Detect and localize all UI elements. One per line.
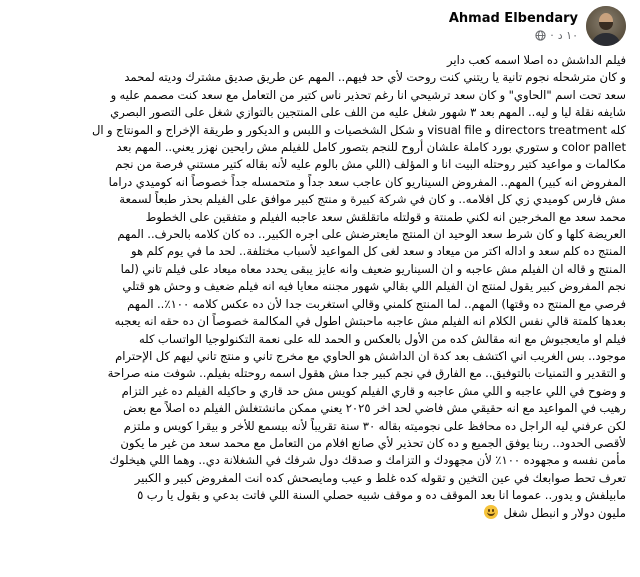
post-line: المنتج ده كلم سعد و اداله اكتر من ميعاد و سعد لغى كل المواعيد لأسباب مختلفة.. لحد ما في يوم كلم هو bbox=[131, 244, 626, 259]
post-line: مابيلفش و يدور.. عموما انا بعد الموقف ده و موقف شبيه حصلي السنة اللي فاتت بدعي و بقول يا رب ٥ bbox=[137, 488, 626, 503]
post-line: العريضة كلها و كان شرط سعد الوحيد ان المنتج مايعترضش على اجره الكبير.. ده كان كلامه بالحرف.. المهم bbox=[117, 227, 626, 242]
globe-icon[interactable] bbox=[535, 30, 546, 41]
author-name[interactable]: Ahmad Elbendary bbox=[448, 10, 578, 26]
post-line: و وضوح في اللي عاجبه و اللي مش عاجبه و قاري الفيلم كويس مش حد قاري و حاكيله الفيلم ده غير التزام bbox=[121, 383, 626, 398]
post-line: المفروض انه كبير) المهم.. المفروض السيناريو كان عاجب سعد جداً و متحمسله جداً خصوصاً انه كوميدي دراما bbox=[108, 174, 626, 189]
post-line: مكالمات و مواعيد كتير روحتله البيت انا و المؤلف (اللي مش بالوم عليه لأنه بقاله كتير مستني فرصة من نجم bbox=[115, 157, 626, 172]
post-line: color pallet و ستوري بورد كاملة علشان أروح للنجم بتصور كامل للفيلم مش رايحين نهزر يعني.. المهم بعد bbox=[116, 140, 626, 155]
post-header bbox=[449, 6, 626, 46]
post-line: سعد تحت اسم "الحاوي" و كان سعد ترشيحي انا رغم تحذير ناس كتير من التعامل مع سعد كنت مصمم عليه و bbox=[110, 87, 626, 102]
post-line: لأقصى الحدود.. ربنا يوفق الجميع و ده كان تحذير لأي صانع افلام من التعامل مع محمد سعد من غير ما يكون bbox=[120, 435, 626, 450]
post-meta bbox=[449, 11, 578, 42]
post-line: شايفه نقلة ليا و ليه.. المهم بعد ٣ شهور شغل عليه من اللف على المنتجين بالتوازي شغل على التصور البصري bbox=[110, 105, 626, 120]
post-line: المنتج و قاله ان الفيلم مش عاجبه و ان السيناريو ضعيف وانه عايز يبقى يحدد معاه ميعاد على فيلم تاني (لما bbox=[120, 261, 626, 276]
post-line: محمد سعد مع المخرجين انه لكني طمنتة و قولتله ماتقلقش سعد عاجبه الفيلم و متفقين على الخطوط bbox=[145, 209, 626, 224]
post-body bbox=[10, 52, 626, 522]
post-line: و التقدير و التمنيات بالتوفيق.. مع الفارق في نجم كبير جدا مش هقول اسمه روحتله بفيلم.. شوفت منه صراحة bbox=[107, 366, 626, 381]
post-timestamp[interactable]: ١٠ د bbox=[557, 28, 578, 42]
post-line: مش فارس كوميدي زي كل افلامه.. و كان في شركة كبيرة و منتج كبير موافق على الفيلم بحذر طبعاً لسمعة bbox=[119, 192, 626, 207]
post-line: تعرف تحط صوابعك في عين التخين و تقوله كده غلط و عيب ومايصحش كده انت المفروض كبير و الكبير bbox=[134, 470, 626, 485]
post-last-line bbox=[10, 505, 626, 522]
post-line: موجود.. بس الغريب اني اكتشف بعد كدة ان الداشش هو الحاوي مع مخرج تاني و منتج تاني ليهم كل الإحترام bbox=[115, 348, 626, 363]
post-line: كله directors treatment و visual file و شكل الشخصيات و اللبس و الديكور و طريقة الإخراج و المونتاج و ال bbox=[91, 122, 626, 137]
post-line: لكن عرفني ليه الراجل ده محافظ على نجوميته بقاله ٣٠ سنة تقريباً لأنه بيسمع للأخر و بيقرا كويس و ملتزم bbox=[123, 418, 626, 433]
post-line: فيلم او مايعجبوش مع انه مقالش كده من الأول بالعكس و الحمد لله على نعمة التكنولوجيا الواتساب كله bbox=[138, 331, 626, 346]
post-line: بعدها كلمتة قالي نفس الكلام انه الفيلم مش عاجبه ماحبتش اطول في المكالمة خصوصاً ان ده حقه انه يعجبه bbox=[114, 314, 626, 329]
post-line: و كان مترشحله نجوم تانية يا ريتني كنت روحت لأي حد فيهم.. المهم عن طريق صديق مشترك وديته لمحمد bbox=[124, 70, 626, 85]
post-line: مأمن نفسه و مجهوده ١٠٠٪ لأن مجهودك و التزامك و صدقك دول شرفك في الشغلانة دي.. وهما اللي هيخلوك bbox=[109, 453, 626, 468]
grinning-face-emoji bbox=[484, 505, 498, 519]
post-line: رهيب في المواعيد مع انه حقيقي مش فاضي لحد اخر ٢٠٢٥ يعني ممكن مانشتغلش الفيلم ده اصلاً مع بعض bbox=[123, 401, 626, 416]
separator-dot: · bbox=[550, 28, 554, 42]
post-line: مليون دولار و انبطل شغل bbox=[503, 505, 626, 520]
post-line: فيلم الداشش ده اصلا اسمه كعب داير bbox=[446, 53, 626, 67]
post-subline bbox=[535, 29, 578, 42]
author-avatar[interactable] bbox=[586, 6, 626, 46]
post-line: فرصي مع المنتج ده وقتها) المهم.. لما المنتج كلمني وقالي استغربت جدا لأن ده عكس كلامه ١٠٠٪.. المهم bbox=[127, 296, 626, 311]
post-line: نجم المفروض كبير يقول لمنتج ان الفيلم اللي بقالي شهور مجننه معايا فيه انه فيلم ضعيف و وحش هو قتلي bbox=[122, 279, 626, 294]
